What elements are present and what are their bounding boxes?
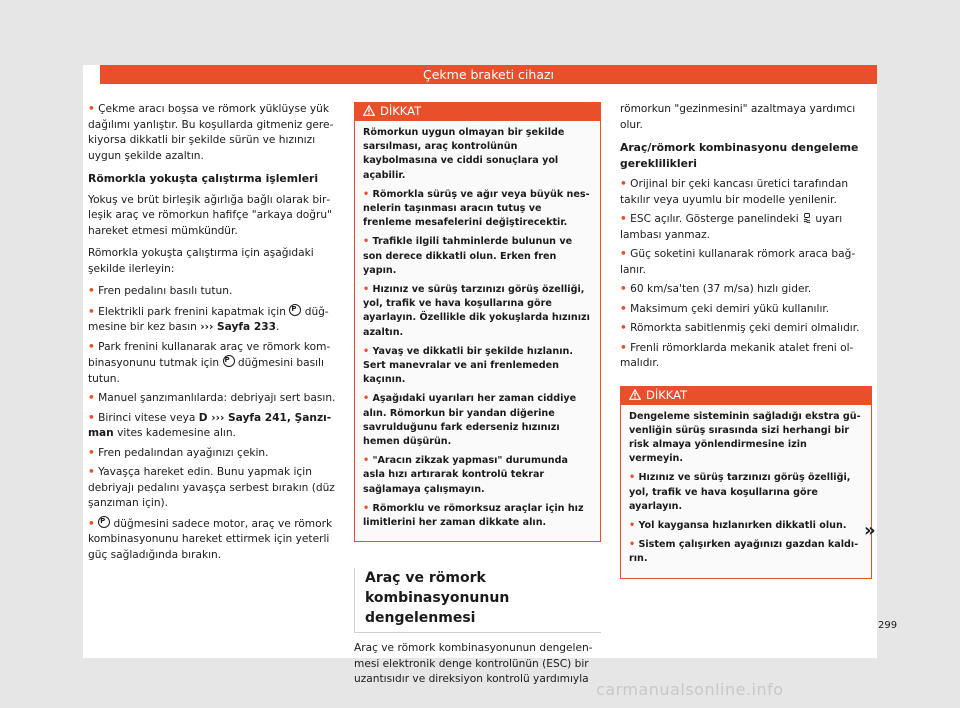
warning-body <box>355 121 600 530</box>
bullet-icon: • <box>620 322 627 334</box>
warning-box <box>354 102 601 542</box>
bullet-icon: • <box>88 103 95 115</box>
list-item: • Frenli römorklarda mekanik atalet freni olmalıdır. <box>620 341 854 369</box>
list-item: • 60 km/sa'ten (37 m/sa) hızlı gider. <box>620 283 812 295</box>
bullet-icon: • <box>620 213 627 225</box>
subheading: Römorkla yokuşta çalıştırma işlemleri <box>88 172 319 185</box>
warning-item: • Trafikle ilgili tahminlerde bulunun ve son derece dikkatli olun. Erken fren yapın. <box>363 236 573 276</box>
parking-brake-icon <box>289 304 301 316</box>
paragraph: Araç ve römork kombinasyonunun dengelenmesi elektronik denge kontrolünün (ESC) bir uzantısıdır ve direksiyon kontrolü yardımıyla <box>354 642 593 686</box>
bullet-icon: • <box>620 341 627 354</box>
column-left <box>88 102 348 567</box>
page-title: Çekme braketi cihazı <box>422 67 555 82</box>
paragraph: • Çekme aracı boşsa ve römork yüklüyse yük dağılımı yanlıştır. Bu koşullarda gitmeniz gerekiyorsa dikkatli bir şekilde sürün ve hızınızı uygun şekilde azaltın. <box>88 103 334 162</box>
bullet-icon: • <box>88 466 95 478</box>
page-number: 299 <box>878 620 898 631</box>
page-reference-link[interactable]: D ››› Sayfa 241, Şanzıman <box>88 411 332 439</box>
list-item: • Orijinal bir çeki kancası üretici tarafından takılır veya uyumlu bir modelle yenilenir. <box>620 178 849 206</box>
bullet-icon: • <box>629 519 636 531</box>
warning-box <box>620 386 872 579</box>
bullet-icon: • <box>363 284 370 296</box>
list-item: • Güç soketini kullanarak römork araca bağlanır. <box>620 248 856 276</box>
list-item: • Park frenini kullanarak araç ve römork kombinasyonunu tutmak için P düğmesini basılı tutun. <box>88 340 348 388</box>
parking-brake-icon <box>98 516 110 528</box>
warning-header <box>621 386 871 405</box>
bullet-icon: • <box>363 188 370 200</box>
warning-item: • Yavaş ve dikkatli bir şekilde hızlanın. Sert manevralar ve ani frenlemeden kaçının. <box>363 345 573 386</box>
bullet-icon: • <box>88 392 95 404</box>
esc-warning-icon <box>802 213 812 223</box>
page-reference-link[interactable]: ››› Sayfa 233 <box>200 321 276 333</box>
bullet-icon: • <box>88 340 95 353</box>
bullet-icon: • <box>620 248 627 260</box>
warning-intro: Römorkun uygun olmayan bir şekilde sarsılması, araç kontrolünün kaybolmasına ve ciddi sonuçlara yol açabilir. <box>363 127 565 181</box>
warning-triangle-icon <box>363 105 375 116</box>
warning-item: • Römorklu ve römorksuz araçlar için hız limitlerini her zaman dikkate alın. <box>363 502 584 529</box>
bullet-icon: • <box>88 446 95 459</box>
warning-item: • Hızınız ve sürüş tarzınızı görüş özelliği, yol, trafik ve hava koşullarına göre ayarlayın. Özellikle dik yokuşlarda hızınızı azaltın. <box>363 284 590 338</box>
list-item: • Yavaşça hareket edin. Bunu yapmak için debriyajı pedalını yavaşça serbest bırakın (düz şanzıman için). <box>88 466 335 509</box>
bullet-icon: • <box>363 455 370 467</box>
warning-item: • Aşağıdaki uyarıları her zaman ciddiye alın. Römorkun bir yandan diğerine savrulduğunu fark ederseniz hızınızı hemen düşürün. <box>363 393 577 448</box>
warning-item: • Römorkla sürüş ve ağır veya büyük nesnelerin taşınması aracın tutuş ve frenleme mesafelerini değiştirecektir. <box>363 188 590 229</box>
list-item: • Manuel şanzımanlılarda: debriyajı sert basın. <box>88 392 336 404</box>
list-item: • Fren pedalını basılı tutun. <box>88 285 233 297</box>
warning-item: • "Aracın zikzak yapması" durumunda asla hızı artırarak kontrolü tekrar sağlamaya çalışmayın. <box>363 455 568 495</box>
page-header-bar <box>100 65 877 84</box>
warning-header <box>355 102 600 121</box>
paragraph: Römorkla yokuşta çalıştırma için aşağıdaki şekilde ilerleyin: <box>88 247 314 275</box>
warning-body <box>621 405 871 567</box>
warning-item: • Sistem çalışırken ayağınızı gazdan kaldırın. <box>629 539 859 565</box>
column-middle <box>354 102 601 695</box>
parking-brake-icon <box>223 355 235 367</box>
warning-triangle-icon <box>629 389 641 400</box>
bullet-icon: • <box>620 178 627 190</box>
section-heading: Araç ve römork kombinasyonunun dengelenmesi <box>354 568 601 633</box>
bullet-icon: • <box>363 502 370 514</box>
manual-page <box>83 65 877 686</box>
list-item: • P düğmesini sadece motor, araç ve römork kombinasyonunu hareket ettirmek için yeterli güç sağladığında bırakın. <box>88 516 348 564</box>
list-item: • Maksimum çeki demiri yükü kullanılır. <box>620 302 830 315</box>
subheading: Araç/römork kombinasyonu dengeleme gereklilikleri <box>620 141 859 170</box>
list-item: • Römorkta sabitlenmiş çeki demiri olmalıdır. <box>620 322 860 334</box>
bullet-icon: • <box>620 283 627 295</box>
list-item: • Fren pedalından ayağınızı çekin. <box>88 446 269 459</box>
warning-item: • Hızınız ve sürüş tarzınızı görüş özelliği, yol, trafik ve hava koşullarına göre ayarlayın. <box>629 472 851 512</box>
warning-label: DİKKAT <box>646 387 688 402</box>
bullet-icon: • <box>88 305 95 318</box>
bullet-icon: • <box>88 517 95 530</box>
bullet-icon: • <box>620 302 627 315</box>
bullet-icon: • <box>88 285 95 297</box>
bullet-icon: • <box>88 411 95 424</box>
warning-intro: Dengeleme sisteminin sağladığı ekstra güvenliğin sürüş sırasında sizi herhangi bir risk almaya yönlendirmesine izin vermeyin. <box>629 410 861 465</box>
paragraph: römorkun "gezinmesini" azaltmaya yardımcı olur. <box>620 103 856 131</box>
bullet-icon: • <box>363 345 370 357</box>
continue-marker: » <box>864 520 876 541</box>
list-item: • Birinci vitese veya D ››› Sayfa 241, Şanzıman vites kademesine alın. <box>88 411 332 439</box>
bullet-icon: • <box>629 472 636 484</box>
list-item: • ESC açılır. Gösterge panelindeki uyarı lambası yanmaz. <box>620 213 843 241</box>
bullet-icon: • <box>363 393 370 405</box>
warning-item: • Yol kaygansa hızlanırken dikkatli olun. <box>629 519 847 531</box>
bullet-icon: • <box>363 236 370 248</box>
warning-label: DİKKAT <box>380 104 422 118</box>
bullet-icon: • <box>629 539 636 551</box>
watermark: carmanualsonline.info <box>596 680 784 699</box>
list-item: • Elektrikli park frenini kapatmak için P düğmesine bir kez basın ››› Sayfa 233. <box>88 304 348 336</box>
column-right <box>620 102 872 579</box>
paragraph: Yokuş ve brüt birleşik ağırlığa bağlı olarak birleşik araç ve römorkun hafifçe "arkaya doğru" hareket etmesi mümkündür. <box>88 193 332 237</box>
